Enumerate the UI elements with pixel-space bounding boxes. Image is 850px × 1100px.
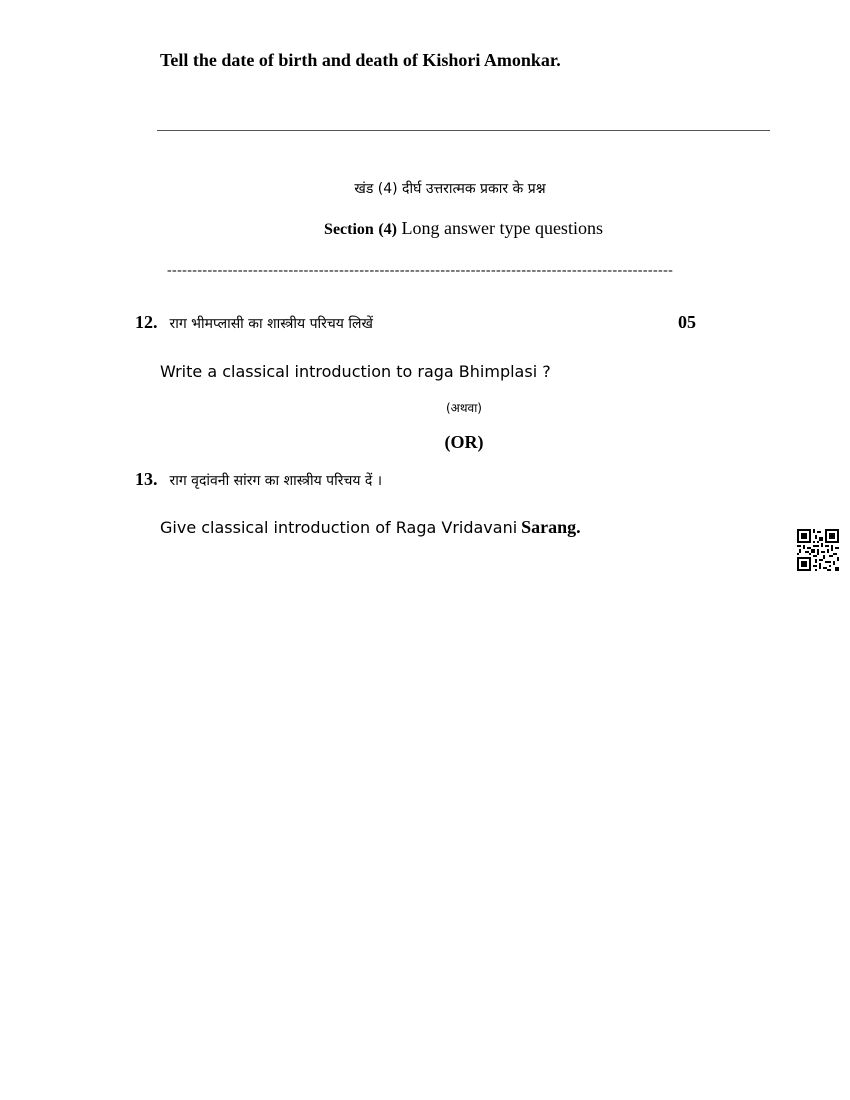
section-subtitle: Long answer type questions <box>401 218 603 238</box>
question-13-english <box>160 517 581 538</box>
section-title-english <box>0 218 850 239</box>
question-number: 13. <box>135 469 158 489</box>
section-number: (4) <box>378 221 397 238</box>
section-title-hindi: खंड (4) दीर्घ उत्तरात्मक प्रकार के प्रश्न <box>354 181 546 197</box>
question-number: 12. <box>135 312 158 332</box>
question-13-hindi <box>135 469 382 490</box>
or-divider-hindi: (अथवा) <box>446 401 482 415</box>
qr-code-icon <box>797 529 839 571</box>
question-text-hindi: राग वृदांवनी सांरग का शास्त्रीय परिचय दें । <box>169 473 383 489</box>
previous-question: Tell the date of birth and death of Kishori Amonkar. <box>160 50 561 70</box>
question-12-marks: 05 <box>678 312 696 332</box>
or-divider-english: (OR) <box>444 432 484 452</box>
question-text-hindi: राग भीमप्लासी का शास्त्रीय परिचय लिखें <box>169 316 373 332</box>
question-text-english-bold: Sarang. <box>521 517 581 537</box>
question-12-english: Write a classical introduction to raga Bhimplasi ? <box>160 362 551 381</box>
horizontal-rule <box>157 130 770 131</box>
question-12-hindi <box>135 312 373 333</box>
question-text-english: Give classical introduction of Raga Vridavani <box>160 518 518 537</box>
section-label: Section <box>324 221 374 238</box>
dashed-separator: ---------------------------------------------------------------------------------------------------- <box>167 263 674 278</box>
